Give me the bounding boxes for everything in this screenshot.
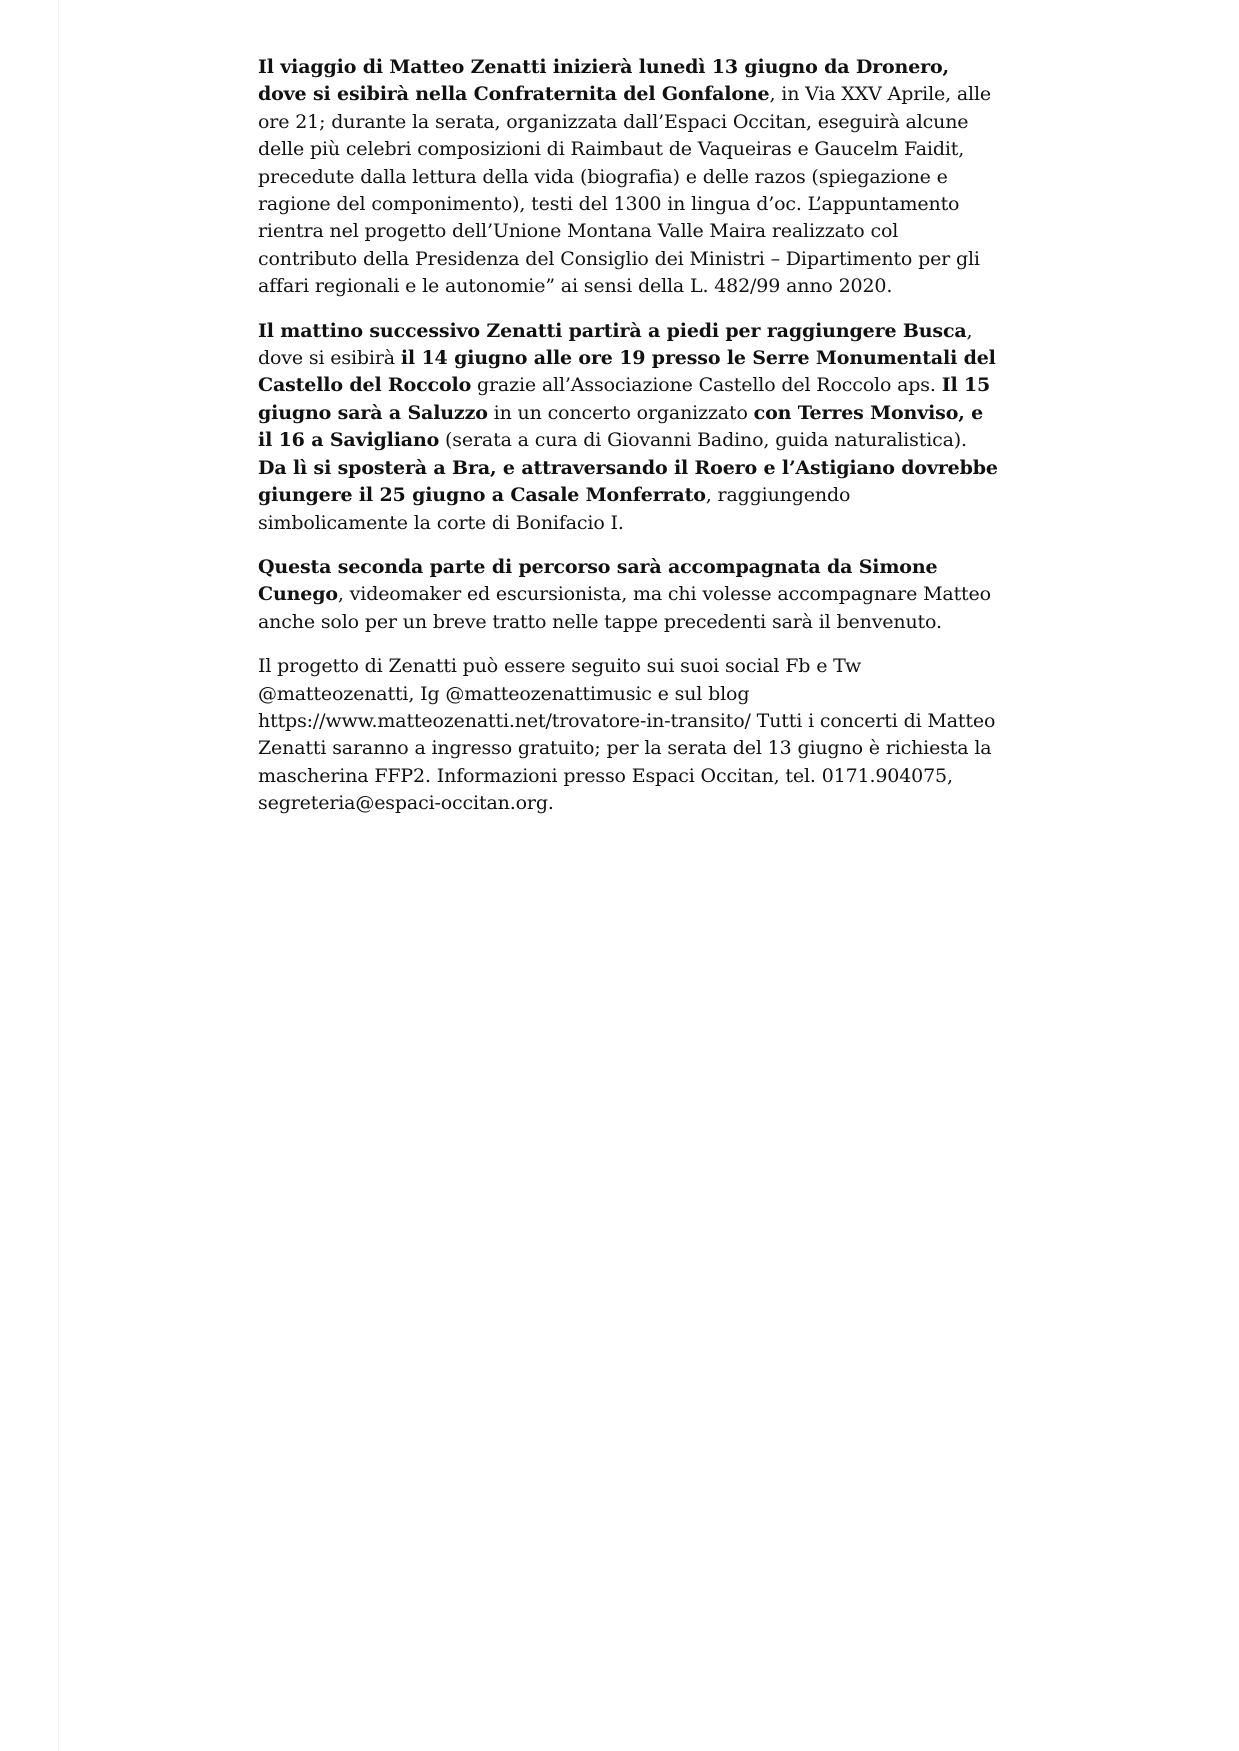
text-regular: , videomaker ed escursionista, ma chi volesse accompagnare Matteo anche solo per un breve tratto nelle tappe precedenti sarà il benvenuto. (258, 583, 991, 633)
paragraph-itinerary (258, 318, 998, 537)
paragraph-contacts (258, 653, 998, 817)
text-bold: Questa seconda parte di percorso sarà accompagnata da Simone Cunego (258, 555, 938, 606)
article-body (258, 54, 998, 835)
text-regular: , in Via XXV Aprile, alle ore 21; durante la serata, organizzata dall’Espaci Occitan, eseguirà alcune delle più celebri composizioni di Raimbaut de Vaqueiras e Gaucelm Faidit, precedute dalla lettura della vida (biografia) e delle razos (spiegazione e ragione del componimento), testi del 1300 in lingua d’oc. L’appuntamento rientra nel progetto dell’Unione Montana Valle Maira realizzato col contributo della Presidenza del Consiglio dei Ministri – Dipartimento per gli affari regionali e le autonomie” ai sensi della L. 482/99 anno 2020. (258, 83, 991, 298)
text-regular: , dove si esibirà (258, 319, 973, 370)
text-bold: Da lì si sposterà a Bra, e attraversando il Roero e l’Astigiano dovrebbe giungere il 25 giugno a Casale Monferrato (258, 456, 998, 507)
paragraph-companion (258, 554, 998, 636)
text-regular: , raggiungendo simbolicamente la corte di Bonifacio I. (258, 484, 851, 534)
text-regular: in un concerto organizzato (487, 401, 754, 424)
text-bold: il 14 giugno alle ore 19 presso le Serre Monumentali del Castello del Roccolo (258, 347, 996, 397)
text-regular: (serata a cura di Giovanni Badino, guida naturalistica). (439, 429, 967, 452)
text-bold: Il 15 giugno sarà a Saluzzo (258, 374, 991, 424)
page-edge-divider (58, 0, 59, 1751)
text-bold: Il viaggio di Matteo Zenatti inizierà lunedì 13 giugno da Dronero, dove si esibirà nella Confraternita del Gonfalone (258, 56, 949, 106)
text-bold: con Terres Monviso, e il 16 a Savigliano (258, 401, 984, 452)
text-regular: Il progetto di Zenatti può essere seguito sui suoi social Fb e Tw @matteozenatti, Ig @matteozenattimusic e sul blog https://www.matteozenatti.net/trovatore-in-transito/ Tutti i concerti di Matteo Zenatti saranno a ingresso gratuito; per la serata del 13 giugno è richiesta la mascherina FFP2. Informazioni presso Espaci Occitan, tel. 0171.904075, segreteria@espaci-occitan.org. (258, 655, 996, 815)
paragraph-dronero (258, 54, 998, 301)
text-bold: Il mattino successivo Zenatti partirà a piedi per raggiungere Busca (258, 319, 967, 342)
text-regular: grazie all’Associazione Castello del Roccolo aps. (471, 374, 942, 397)
